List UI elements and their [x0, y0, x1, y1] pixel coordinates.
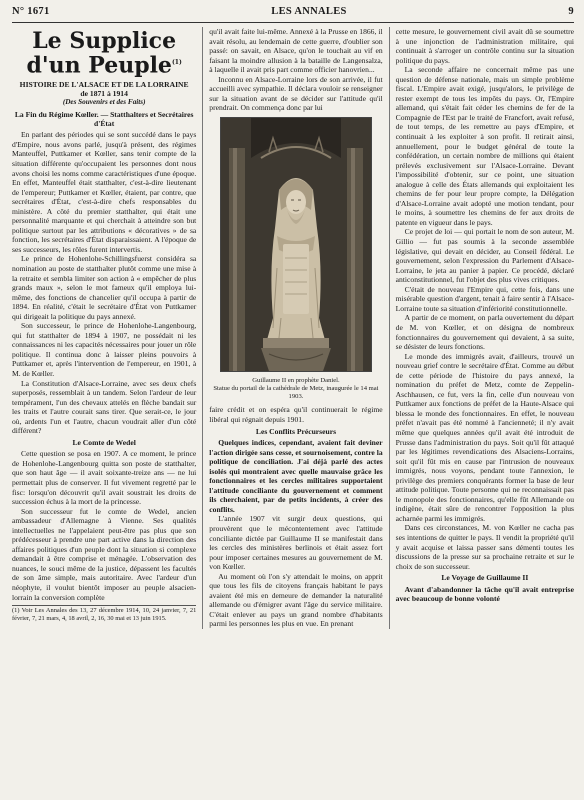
footnote: (1) Voir Les Annales des 13, 27 décembre 1914, 10, 24 janvier, 7, 21 février, 7, 21 mars, 4, 18 avril, 2, 16, 30 mai et 13 juin 1915. [12, 607, 197, 622]
figure-caption [209, 377, 382, 401]
paragraph: La Constitution d'Alsace-Lorraine, avec ses deux chefs superposés, ressemblait à un tandem. Selon l'ardeur de leur tempérament, l'un des chevaux attelés en flèche bandait sur les traits et l'autre courait sans tirer. Que serait-ce, le jour où, ardents l'un et l'autre, chacun voudrait aller d'un côté différent? [12, 378, 197, 436]
section-heading-2: Le Comte de Wedel [72, 437, 136, 447]
title-line-1: Le Supplice [32, 28, 177, 54]
article-subtitle-dates: de 1871 à 1914 [80, 89, 128, 99]
paragraph: La seconde affaire ne concernait même pas une question de défense nationale, mais un simple problème fiscal. L'Empire avait exigé, jusqu'alors, le privilège de rester exempt de tous les impôts du pays. Or, l'Empire allemand, qui s'était fait céder les chemins de fer de la Compagnie de l'Est par le traité de Francfort, avait refusé, de tout temps, de les remettre au pays d'Empire, et continuait à les exploiter à son profit. Il retirait ainsi, annuellement, pour le budget général de toute la confédération, un certain nombre de millions qui étaient prélevés exclusivement sur l'Alsace-Lorraine. Devant l'impossibilité d'obtenir, sur ce point, une situation analogue à celle des États allemands qui exploitaient les chemins de fer pour leur propre compte, la Délégation d'Alsace-Lorraine avait adopté une motion tendant, pour le moins, à soumettre les chemins de fer aux droits de patente en vigueur dans le pays. [395, 65, 574, 227]
article-subtitle: HISTOIRE DE L'ALSACE ET DE LA LORRAINE [19, 80, 189, 90]
page-header [12, 6, 574, 23]
paragraph: qu'il avait faite lui-même. Annexé à la Prusse en 1866, il avait résolu, au lendemain de cette guerre, d'oublier son passé: on savait, en Alsace, qu'on le touchait au vif en faisant la moindre allusion à la bataille de Langensalza, à laquelle il avait pris part comme officier hanovrien... [209, 27, 383, 75]
paragraph: A partir de ce moment, on parla ouvertement du départ de M. von Kœller, et on désigna de nombreux fonctionnaires du gouvernement qui devaient, à sa suite, se désister de leurs fonctions. [395, 313, 574, 352]
paragraph: cette mesure, le gouvernement civil avait dû se soumettre à une injonction de l'administration militaire, qui continuait à s'arroger un contrôle continu sur la situation politique du pays. [395, 27, 574, 65]
paragraph: Cette question se posa en 1907. A ce moment, le prince de Hohenlohe-Langenbourg quitta son poste de statthalter, que son haut âge — il avait soixante-treize ans — ne lui permettait plus de conserver. Il fut vivement regretté par le fisc: lorsqu'on découvrit qu'il avait soustrait les droits de succession échus à la mort de la princesse. [12, 449, 197, 507]
paragraph: Ce projet de loi — qui portait le nom de son auteur, M. Gillio — fut pas soumis à la seconde assemblée législative, qui devait en décider, au Conseil fédéral. Le gouvernement, selon l'expression du Parlement d'Alsace-Lorraine, le jeta au panier à papier. Ce procédé, déclaré anticonstitutionnel, fut l'objet des plus vives critiques. [395, 227, 574, 285]
article-title [12, 28, 196, 79]
section-heading-3: Les Conflits Précurseurs [255, 426, 337, 436]
caption-line-1: Guillaume II en prophète Daniel. [252, 377, 340, 385]
paragraph: Dans ces circonstances, M. von Kœller ne cacha pas ses intentions de quitter le pays. Il vendit la propriété qu'il y avait acquise et laissa passer sans démenti toutes les discussions de la presse sur sa prochaine retraite et sur le choix de son successeur. [395, 523, 574, 571]
page-number: 9 [568, 6, 574, 17]
figure [209, 117, 382, 402]
article-columns [12, 27, 574, 629]
column-1 [12, 27, 203, 629]
paragraph: Son successeur fut le comte de Wedel, ancien ambassadeur d'Allemagne à Vienne. Ses qualités intellectuelles ne l'appelaient peut-être pas plus que son prédécesseur à prendre une part active dans la direction des affaires politiques d'un peuple dont la situation si complexe demandait à être comprise et ménagée. L'observation des nuances, le souci même de la justice, dépassent les facultés de son âme simple, mais autoritaire. Avec l'ardeur d'un néophyte, il voulut bientôt imposer au peuple alsacien-lorrain la conversion complète [12, 506, 197, 602]
issue-number: N° 1671 [12, 6, 50, 17]
magazine-name: LES ANNALES [271, 6, 347, 17]
title-footnote-ref: (1) [171, 59, 182, 66]
paragraph: Le monde des immigrés avait, d'ailleurs, trouvé un nouveau grief contre le secrétaire d'État. Comme au début de cette période de l'histoire du pays annexé, la nomination du préfet de Metz, comte de Zeppelin-Aschhausen, ce fut, vers la fin, celle d'un nouveau von Puttkamer aux fonctions de préfet de la Haute-Alsace qui blessa le monde des fonctionnaires. En effet, le nouveau préfet n'avait pas été nommé à l'ancienneté; il n'y avait même que quelques années qu'il avait été introduit de Prusse dans l'administration du pays. Soit qu'il fût attaqué par les légitimes revendications des Alsaciens-Lorrains, soit qu'il fût mis en cause par l'intrusion de nouveaux immigrés, nous voyons, pendant toute l'annexion, le privilège des premiers conquérants former la base de leur attitude politique. Toute personne qui ne reconnaissait pas le monopole des fonctionnaires, qu'elle fût Allemande ou indigène, était sûre de rencontrer l'opposition la plus acharnée parmi les immigrés. [395, 351, 574, 523]
paragraph: Son successeur, le prince de Hohenlohe-Langenbourg, qui fut statthalter de 1894 à 1907, ne possédait ni les connaissances ni les capacités nécessaires pour jouer un rôle politique. Il continua donc à laisser pleins pouvoirs à Puttkamer et, après l'intervention de l'empereur, en 1901, à M. de Kœller. [12, 321, 197, 378]
paragraph: Inconnu en Alsace-Lorraine lors de son arrivée, il fut accueilli avec sympathie. Il déclara vouloir se renseigner sur la situation avant de se décider sur l'attitude qu'il prendrait. On commença donc par lui [209, 74, 383, 113]
caption-line-2: Statue du portail de la cathédrale de Metz, inaugurée le 14 mai 1903. [213, 385, 379, 401]
paragraph: faire crédit et on espéra qu'il continuerait le régime libéral qui régnait depuis 1901. [209, 405, 383, 425]
section-heading-4: Le Voyage de Guillaume II [441, 573, 529, 583]
paragraph: C'était de nouveau l'Empire qui, cette fois, dans une misérable question d'argent, tenait à faire sentir à l'Alsace-Lorraine toute sa situation d'infériorité constitutionnelle. [395, 284, 574, 313]
paragraph: Avant d'abandonner la tâche qu'il avait entreprise avec beaucoup de bonne volonté [395, 584, 574, 604]
column-3 [390, 27, 574, 629]
title-line-2: d'un Peuple [26, 52, 172, 79]
statue-photo [220, 117, 372, 372]
section-heading-1: La Fin du Régime Kœller. — Statthalters et Secrétaires d'État [14, 110, 194, 129]
column-2 [203, 27, 389, 629]
paragraph: Au moment où l'on s'y attendait le moins, on apprit que tous les fils de citoyens français habitant le pays avaient été mis en demeure de demander la naturalité allemande ou d'émigrer avant l'âge du service militaire. C'était enlever au pays un grand nombre d'habitants parmi les personnes les plus en vue. En prenant [209, 571, 383, 629]
paragraph: Le prince de Hohenlohe-Schillingsfuerst considéra sa nomination au poste de statthalter plutôt comme une mise à la retraite et sembla limiter son action à « empêcher de plus grands maux », selon le mot fameux qu'il employa lui-même, des fonctions de chancelier qu'il occupa à partir de 1894. En réalité, c'était le secrétaire d'État von Puttkamer qui dirigeait la politique du pays annexé. [12, 254, 197, 321]
paragraph: Quelques indices, cependant, avaient fait deviner l'action dirigée sans cesse, et sournoisement, contre la politique de conciliation. J'ai déjà parlé des actes isolés qui montraient avec quelle mauvaise grâce les fonctionnaires et les cercles militaires supportaient l'attitude conciliante du gouvernement et comment ils cherchaient, par de petits incidents, à créer des conflits. [209, 438, 383, 514]
article-subtitle-note: (Des Souvenirs et des Faits) [62, 98, 146, 107]
paragraph: En parlant des périodes qui se sont succédé dans le pays d'Empire, nous avons parlé, jusqu'à présent, des régimes Manteuffel, Puttkamer et Kœller, sans tenir compte de la situation différente qu'occupaient les personnes dont nous avons choisi les noms comme caractéristiques d'une époque. En effet, Manteuffel était statthalter, c'est-à-dire lieutenant de l'empereur; Puttkamer et Kœller, étaient, par contre, que secrétaires d'État, c'est-à-dire chefs responsables du ministère. A côté du premier statthalter, qui était une personnalité marquante et qui cherchait à atteindre son but politique surtout par les attributions « décoratives » de sa fonction, les secrétaires d'État disparaissaient. A l'époque de ses successeurs, les rôles furent intervertis. [12, 130, 197, 254]
paragraph: L'année 1907 vit surgir deux questions, qui prouvèrent que le mécontentement avec l'attitude conciliante dictée par Guillaume II se manifestait dans les cercles des ministères berlinois et était assez fort pour imposer certaines mesures au gouvernement de M. von Kœller. [209, 514, 383, 572]
